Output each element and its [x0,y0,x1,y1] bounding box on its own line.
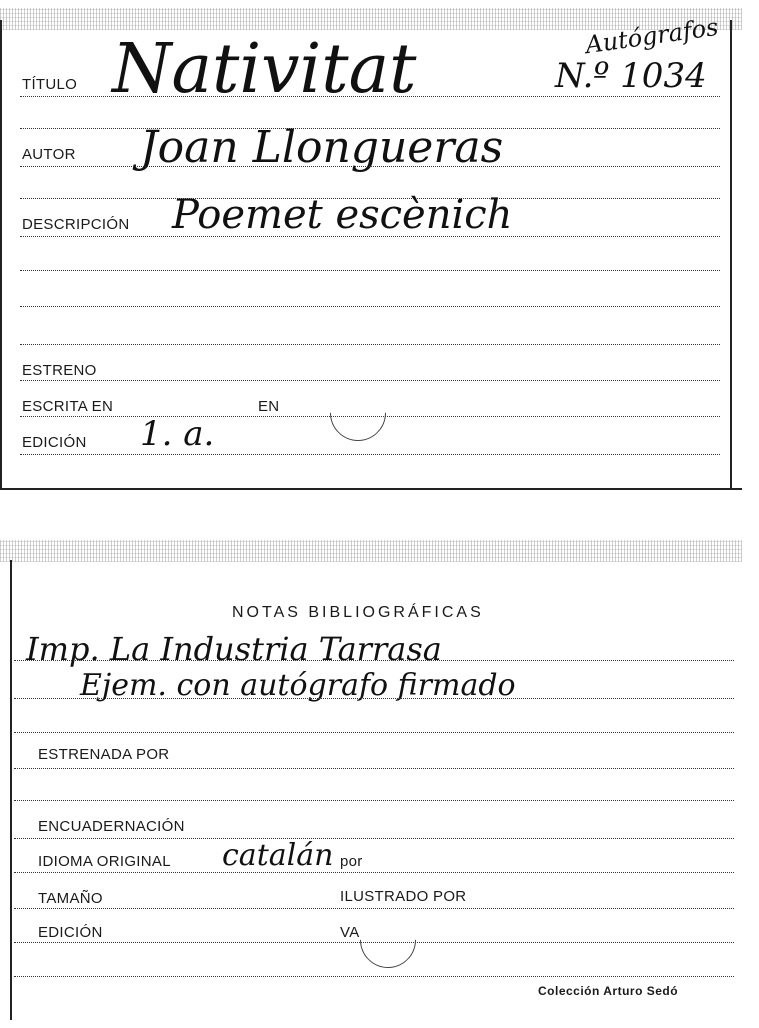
descripcion-value: Poemet escènich [172,192,513,238]
descripcion-label: DESCRIPCIÓN [22,216,130,233]
estreno-line [20,380,720,381]
en-label: EN [258,398,280,415]
collection-footer: Colección Arturo Sedó [538,984,679,998]
estrenada-por-label: ESTRENADA POR [38,746,170,763]
tamano-line [14,908,734,909]
edicion-label: EDICIÓN [38,924,103,941]
idioma-value: catalán [222,838,334,873]
catalog-number: N.º 1034 [555,56,707,96]
catalog-category: Autógrafos [583,12,720,60]
blank-line [20,344,720,345]
idioma-line [14,872,734,873]
encuadernacion-label: ENCUADERNACIÓN [38,818,185,835]
front-card [0,0,742,492]
note-line-rule [14,698,734,699]
blank-line [20,306,720,307]
idioma-original-label: IDIOMA ORIGINAL [38,853,171,870]
blank-line [14,800,734,801]
por-label: por [340,853,363,870]
card-left-edge [0,20,2,490]
notas-header: NOTAS BIBLIOGRÁFICAS [232,604,484,621]
autor-label: AUTOR [22,146,76,163]
encuadernacion-line [14,838,734,839]
blank-line [20,270,720,271]
edicion-value: 1. a. [140,414,215,454]
card-bottom-edge [0,488,742,490]
punch-hole [348,900,427,979]
note-line-1: Imp. La Industria Tarrasa [26,630,442,668]
note-line-2: Ejem. con autógrafo firmado [80,668,516,703]
card-right-edge [730,20,732,490]
edicion-label: EDICIÓN [22,434,87,451]
titulo-line [20,96,720,97]
punch-hole [318,373,397,452]
edicion-line [20,454,720,455]
estreno-label: ESTRENO [22,362,97,379]
card-left-edge [10,560,12,1020]
card-top-texture [0,540,742,562]
blank-line [14,976,734,977]
ilustrado-por-label: ILUSTRADO POR [340,888,467,905]
tamano-label: TAMAÑO [38,890,103,907]
descripcion-line [20,236,720,237]
titulo-label: TÍTULO [22,76,78,93]
estrenada-line [14,768,734,769]
va-label: VA [340,924,360,941]
back-card [0,540,742,1028]
escrita-en-label: ESCRITA EN [22,398,114,415]
autor-line [20,166,720,167]
titulo-value: Nativitat [112,30,417,109]
autor-value: Joan Llongueras [140,122,504,173]
blank-line [14,732,734,733]
note-line-rule [14,660,734,661]
